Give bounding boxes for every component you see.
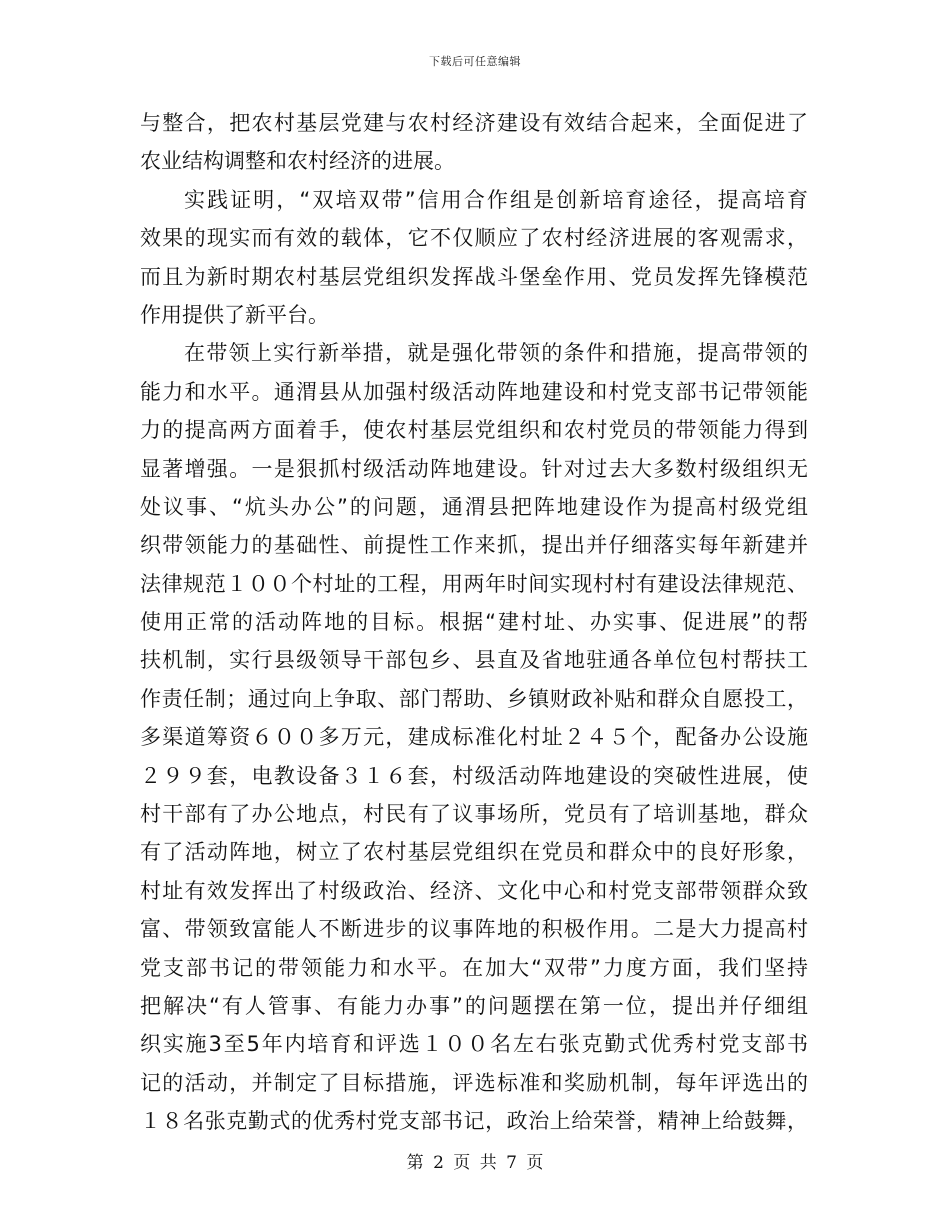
text-line: 处议事、“炕头办公”的问题，通渭县把阵地建设作为提高村级党组: [140, 494, 808, 519]
document-body: [140, 104, 808, 1141]
paragraph-first-line: 在带领上实行新举措，就是强化带领的条件和措施，提高带领的: [184, 341, 808, 366]
text-line: 记的活动，并制定了目标措施，评选标准和奖励机制，每年评选出的: [140, 1070, 808, 1095]
text-line: 效果的现实而有效的载体，它不仅顺应了农村经济进展的客观需求，: [140, 226, 808, 251]
text-line: 有了活动阵地，树立了农村基层党组织在党员和群众中的良好形象，: [140, 840, 808, 865]
text-line: 作用提供了新平台。: [140, 302, 329, 327]
text-line: ２９９套，电教设备３１６套，村级活动阵地建设的突破性进展，使: [140, 763, 808, 788]
paragraph-first-line: 实践证明，“双培双带”信用合作组是创新培育途径，提高培育: [184, 187, 808, 212]
text-line: 扶机制，实行县级领导干部包乡、县直及省地驻通各单位包村帮扶工: [140, 648, 808, 673]
text-line: 与整合，把农村基层党建与农村经济建设有效结合起来，全面促进了: [140, 111, 808, 135]
text-line: 多渠道筹资６００多万元，建成标准化村址２４５个，配备办公设施: [140, 725, 808, 750]
text-line: 富、带领致富能人不断进步的议事阵地的积极作用。二是大力提高村: [140, 917, 808, 942]
page-header-note: 下载后可任意编辑: [429, 55, 521, 68]
text-line: 使用正常的活动阵地的目标。根据“建村址、办实事、促进展”的帮: [140, 610, 808, 635]
text-line: 农业结构调整和农村经济的进展。: [140, 149, 455, 174]
text-line: 村干部有了办公地点，村民有了议事场所，党员有了培训基地，群众: [140, 802, 808, 827]
text-line: 能力和水平。通渭县从加强村级活动阵地建设和村党支部书记带领能: [140, 379, 808, 404]
text-line: 村址有效发挥出了村级政治、经济、文化中心和村党支部带领群众致: [140, 878, 808, 903]
text-line: 力的提高两方面着手，使农村基层党组织和农村党员的带领能力得到: [140, 418, 808, 443]
page-number: 第 2 页 共 7 页: [406, 1153, 544, 1173]
text-line: 而且为新时期农村基层党组织发挥战斗堡垒作用、党员发挥先锋模范: [140, 264, 808, 289]
text-line: 党支部书记的带领能力和水平。在加大“双带”力度方面，我们坚持: [140, 955, 808, 980]
text-line: 法律规范１００个村址的工程，用两年时间实现村村有建设法律规范、: [140, 571, 808, 596]
text-line: 织实施3至5年内培育和评选１００名左右张克勤式优秀村党支部书: [140, 1032, 808, 1057]
text-line: 作责任制；通过向上争取、部门帮助、乡镇财政补贴和群众自愿投工，: [140, 686, 808, 711]
text-line: 显著增强。一是狠抓村级活动阵地建设。针对过去大多数村级组织无: [140, 456, 808, 481]
text-line: 把解决“有人管事、有能力办事”的问题摆在第一位，提出并仔细组: [140, 993, 808, 1018]
text-line: 织带领能力的基础性、前提性工作来抓，提出并仔细落实每年新建并: [140, 533, 808, 558]
text-line: １８名张克勤式的优秀村党支部书记，政治上给荣誉，精神上给鼓舞，: [140, 1109, 808, 1134]
